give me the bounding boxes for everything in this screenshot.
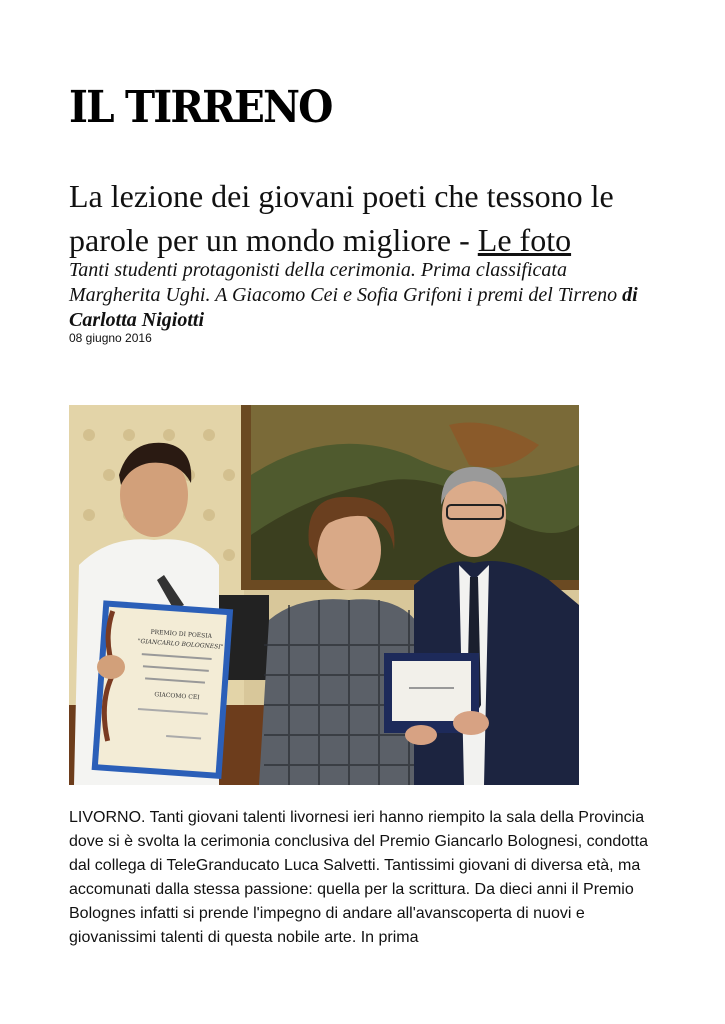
headline-text: La lezione dei giovani poeti che tessono le parole per un mondo migliore -: [69, 178, 614, 258]
article-byline: di Carlotta Nigiotti: [69, 284, 638, 331]
article-headline: [69, 174, 689, 262]
article-subhead: [69, 258, 659, 333]
article-body: LIVORNO. Tanti giovani talenti livornesi ieri hanno riempito la sala della Provincia dove si è svolta la cerimonia conclusiva del Premio Giancarlo Bolognesi, condotta dal collega di TeleGranducato Luca Salvetti. Tantissimi giovani di diversa età, ma accomunati dalla stessa passione: quella per la scrittura. Da dieci anni il Premio Bolognes infatti si prende l'impegno di andare all'avanscoperta di nuovi e giovanissimi talenti di questa nobile arte. In prima: [69, 809, 648, 946]
photos-link[interactable]: Le foto: [477, 222, 572, 258]
certificate-name: "GIANCARLO BOLOGNESI": [137, 637, 224, 651]
article-date: 08 giugno 2016: [69, 331, 152, 345]
subhead-text: Tanti studenti protagonisti della cerimonia. Prima classificata Margherita Ughi. A Giacomo Cei e Sofia Grifoni i premi del Tirreno: [69, 259, 623, 306]
newspaper-logo: IL TIRRENO: [69, 82, 332, 133]
certificate-recipient: GIACOMO CEI: [154, 691, 200, 702]
certificate-title: PREMIO DI POESIA: [150, 628, 213, 640]
article-photo: [69, 405, 579, 785]
